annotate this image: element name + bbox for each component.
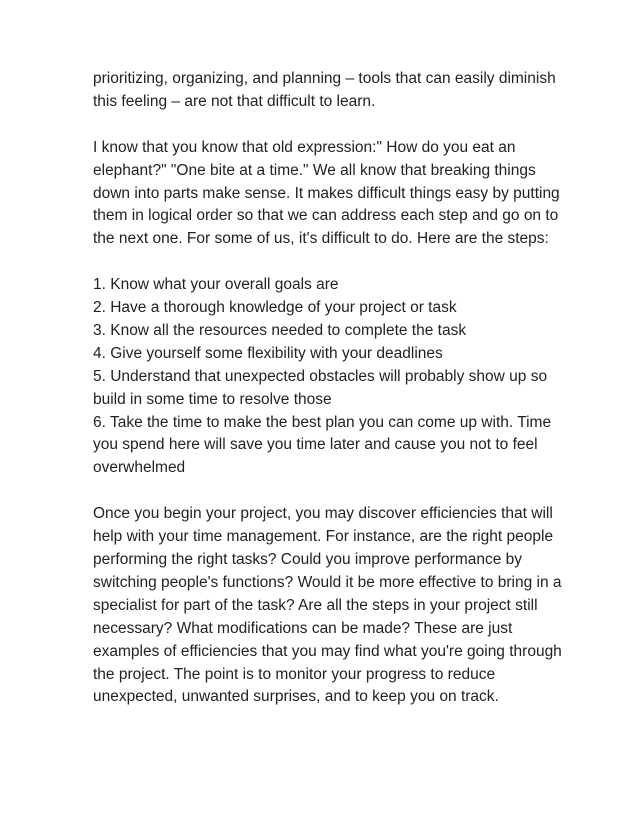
document-body (93, 68, 563, 709)
elephant-paragraph: I know that you know that old expression:" How do you eat an elephant?" "One bite at a time." We all know that breaking things down into parts make sense. It makes difficult things easy by putting them in logical order so that we can address each step and go on to the next one. For some of us, it's difficult to do. Here are the steps: (93, 138, 560, 248)
paragraph-spacer (93, 114, 563, 137)
step-4: 4. Give yourself some flexibility with your deadlines (93, 344, 443, 362)
step-2: 2. Have a thorough knowledge of your project or task (93, 299, 457, 317)
step-5: 5. Understand that unexpected obstacles will probably show up so build in some time to resolve those (93, 367, 548, 408)
paragraph-spacer (93, 251, 563, 274)
intro-paragraph: prioritizing, organizing, and planning – tools that can easily diminish this feeling – are not that difficult to learn. (93, 70, 556, 110)
efficiency-paragraph: Once you begin your project, you may discover efficiencies that will help with your time management. For instance, are the right people performing the right tasks? Could you improve performance by switching people's functions? Would it be more effective to bring in a specialist for part of the task? Are all the steps in your project still necessary? What modifications can be made? These are just examples of efficiencies that you may find what you're going through the project. The point is to monitor your progress to reduce unexpected, unwanted surprises, and to keep you on track. (93, 505, 562, 706)
paragraph-spacer (93, 480, 563, 503)
step-1: 1. Know what your overall goals are (93, 276, 339, 294)
step-3: 3. Know all the resources needed to complete the task (93, 321, 467, 339)
steps-list (93, 274, 563, 480)
step-6: 6. Take the time to make the best plan you can come up with. Time you spend here will save you time later and cause you not to feel overwhelmed (93, 413, 552, 477)
